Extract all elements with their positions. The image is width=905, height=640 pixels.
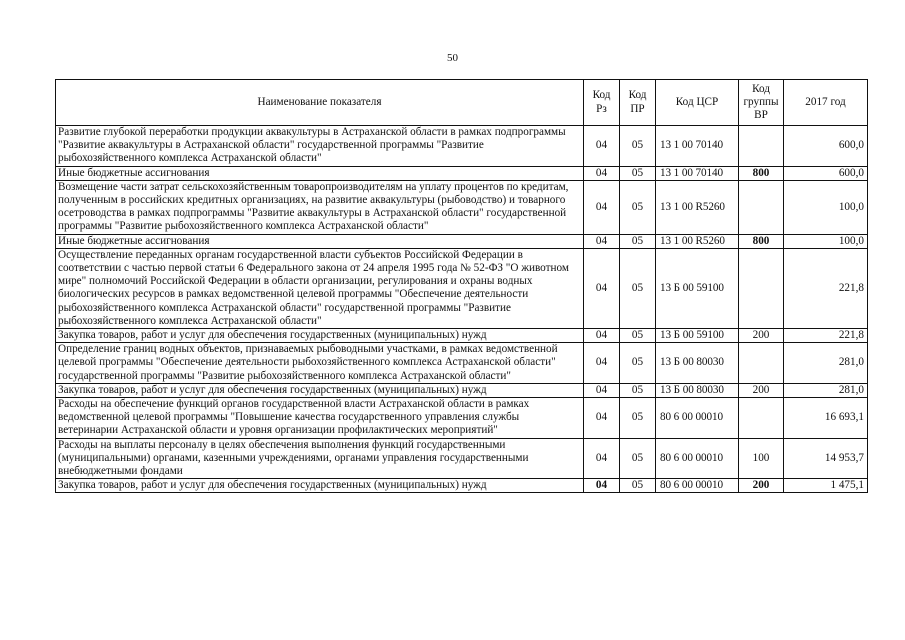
cell-pr: 05 bbox=[620, 398, 656, 439]
cell-vr: 100 bbox=[739, 438, 784, 479]
cell-csr: 13 Б 00 59100 bbox=[656, 248, 739, 328]
cell-pr: 05 bbox=[620, 180, 656, 234]
cell-vr: 800 bbox=[739, 166, 784, 180]
cell-csr: 13 1 00 70140 bbox=[656, 126, 739, 167]
cell-rz: 04 bbox=[584, 180, 620, 234]
cell-pr: 05 bbox=[620, 234, 656, 248]
header-vr: Код группы ВР bbox=[739, 80, 784, 126]
cell-pr: 05 bbox=[620, 248, 656, 328]
cell-pr: 05 bbox=[620, 166, 656, 180]
cell-rz: 04 bbox=[584, 343, 620, 384]
cell-rz: 04 bbox=[584, 248, 620, 328]
cell-value: 16 693,1 bbox=[784, 398, 868, 439]
cell-pr: 05 bbox=[620, 126, 656, 167]
header-pr: Код ПР bbox=[620, 80, 656, 126]
budget-table bbox=[55, 79, 868, 493]
table-row bbox=[56, 398, 868, 439]
cell-csr: 13 Б 00 59100 bbox=[656, 329, 739, 343]
table-row bbox=[56, 383, 868, 397]
cell-name: Развитие глубокой переработки продукции аквакультуры в Астраханской области в рамках подпрограммы "Развитие аквакультуры в Астраханской области" государственной программы "Развитие рыбохозяйственного комплекса Астраханской области" bbox=[56, 126, 584, 167]
cell-vr bbox=[739, 248, 784, 328]
header-csr: Код ЦСР bbox=[656, 80, 739, 126]
header-year: 2017 год bbox=[784, 80, 868, 126]
cell-value: 281,0 bbox=[784, 343, 868, 384]
cell-vr bbox=[739, 398, 784, 439]
table-row bbox=[56, 438, 868, 479]
cell-pr: 05 bbox=[620, 343, 656, 384]
cell-rz: 04 bbox=[584, 166, 620, 180]
cell-value: 600,0 bbox=[784, 126, 868, 167]
cell-vr bbox=[739, 126, 784, 167]
cell-csr: 13 1 00 70140 bbox=[656, 166, 739, 180]
cell-name: Осуществление переданных органам государственной власти субъектов Российской Федерации в соответствии с частью первой статьи 6 Федерального закона от 24 апреля 1995 года № 52-ФЗ "О животном мире" полномочий Российской Федерации в области организации, регулирования и охраны водных биологических ресурсов в рамках ведомственной целевой программы "Обеспечение деятельности рыбохозяйственного комплекса Астраханской области" государственной программы "Развитие рыбохозяйственного комплекса Астраханской области" bbox=[56, 248, 584, 328]
cell-name: Возмещение части затрат сельскохозяйственным товаропроизводителям на уплату процентов по кредитам, полученным в российских кредитных организациях, на развитие аквакультуры (рыбоводство) и товарного осетроводства в рамках подпрограммы "Развитие аквакультуры в Астраханской области" государственной программы "Развитие рыбохозяйственного комплекса Астраханской области" bbox=[56, 180, 584, 234]
cell-pr: 05 bbox=[620, 479, 656, 493]
cell-value: 221,8 bbox=[784, 329, 868, 343]
cell-pr: 05 bbox=[620, 383, 656, 397]
cell-value: 100,0 bbox=[784, 234, 868, 248]
table-row bbox=[56, 126, 868, 167]
cell-name: Определение границ водных объектов, признаваемых рыбоводными участками, в рамках ведомственной целевой программы "Обеспечение деятельности рыбохозяйственного комплекса Астраханской области" государственной программы "Развитие рыбохозяйственного комплекса Астраханской области" bbox=[56, 343, 584, 384]
cell-name: Закупка товаров, работ и услуг для обеспечения государственных (муниципальных) нужд bbox=[56, 329, 584, 343]
cell-value: 1 475,1 bbox=[784, 479, 868, 493]
cell-rz: 04 bbox=[584, 329, 620, 343]
cell-vr: 200 bbox=[739, 329, 784, 343]
cell-csr: 80 6 00 00010 bbox=[656, 398, 739, 439]
header-name: Наименование показателя bbox=[56, 80, 584, 126]
cell-csr: 80 6 00 00010 bbox=[656, 479, 739, 493]
table-body bbox=[56, 126, 868, 493]
cell-value: 14 953,7 bbox=[784, 438, 868, 479]
cell-name: Иные бюджетные ассигнования bbox=[56, 234, 584, 248]
cell-value: 281,0 bbox=[784, 383, 868, 397]
header-rz: Код Рз bbox=[584, 80, 620, 126]
cell-value: 221,8 bbox=[784, 248, 868, 328]
page-number: 50 bbox=[447, 52, 458, 64]
cell-pr: 05 bbox=[620, 329, 656, 343]
table-row bbox=[56, 180, 868, 234]
cell-vr: 200 bbox=[739, 383, 784, 397]
cell-value: 600,0 bbox=[784, 166, 868, 180]
table-row bbox=[56, 234, 868, 248]
table-row bbox=[56, 248, 868, 328]
cell-csr: 13 1 00 R5260 bbox=[656, 180, 739, 234]
cell-vr: 800 bbox=[739, 234, 784, 248]
cell-vr bbox=[739, 343, 784, 384]
table-row bbox=[56, 166, 868, 180]
cell-rz: 04 bbox=[584, 383, 620, 397]
cell-name: Закупка товаров, работ и услуг для обеспечения государственных (муниципальных) нужд bbox=[56, 383, 584, 397]
cell-rz: 04 bbox=[584, 438, 620, 479]
cell-value: 100,0 bbox=[784, 180, 868, 234]
cell-rz: 04 bbox=[584, 398, 620, 439]
cell-vr bbox=[739, 180, 784, 234]
cell-name: Расходы на обеспечение функций органов государственной власти Астраханской области в рамках ведомственной целевой программы "Повышение качества государственного управления службы ветеринарии Астраханской области и уровня организации профилактических мероприятий" bbox=[56, 398, 584, 439]
cell-csr: 80 6 00 00010 bbox=[656, 438, 739, 479]
cell-csr: 13 Б 00 80030 bbox=[656, 343, 739, 384]
cell-csr: 13 Б 00 80030 bbox=[656, 383, 739, 397]
cell-vr: 200 bbox=[739, 479, 784, 493]
table-header-row bbox=[56, 80, 868, 126]
cell-rz: 04 bbox=[584, 234, 620, 248]
table-row bbox=[56, 329, 868, 343]
table-row bbox=[56, 343, 868, 384]
cell-rz: 04 bbox=[584, 479, 620, 493]
cell-name: Расходы на выплаты персоналу в целях обеспечения выполнения функций государственными (муниципальными) органами, казенными учреждениями, органами управления государственными внебюджетными фондами bbox=[56, 438, 584, 479]
cell-name: Закупка товаров, работ и услуг для обеспечения государственных (муниципальных) нужд bbox=[56, 479, 584, 493]
table-row bbox=[56, 479, 868, 493]
cell-pr: 05 bbox=[620, 438, 656, 479]
cell-name: Иные бюджетные ассигнования bbox=[56, 166, 584, 180]
cell-rz: 04 bbox=[584, 126, 620, 167]
cell-csr: 13 1 00 R5260 bbox=[656, 234, 739, 248]
